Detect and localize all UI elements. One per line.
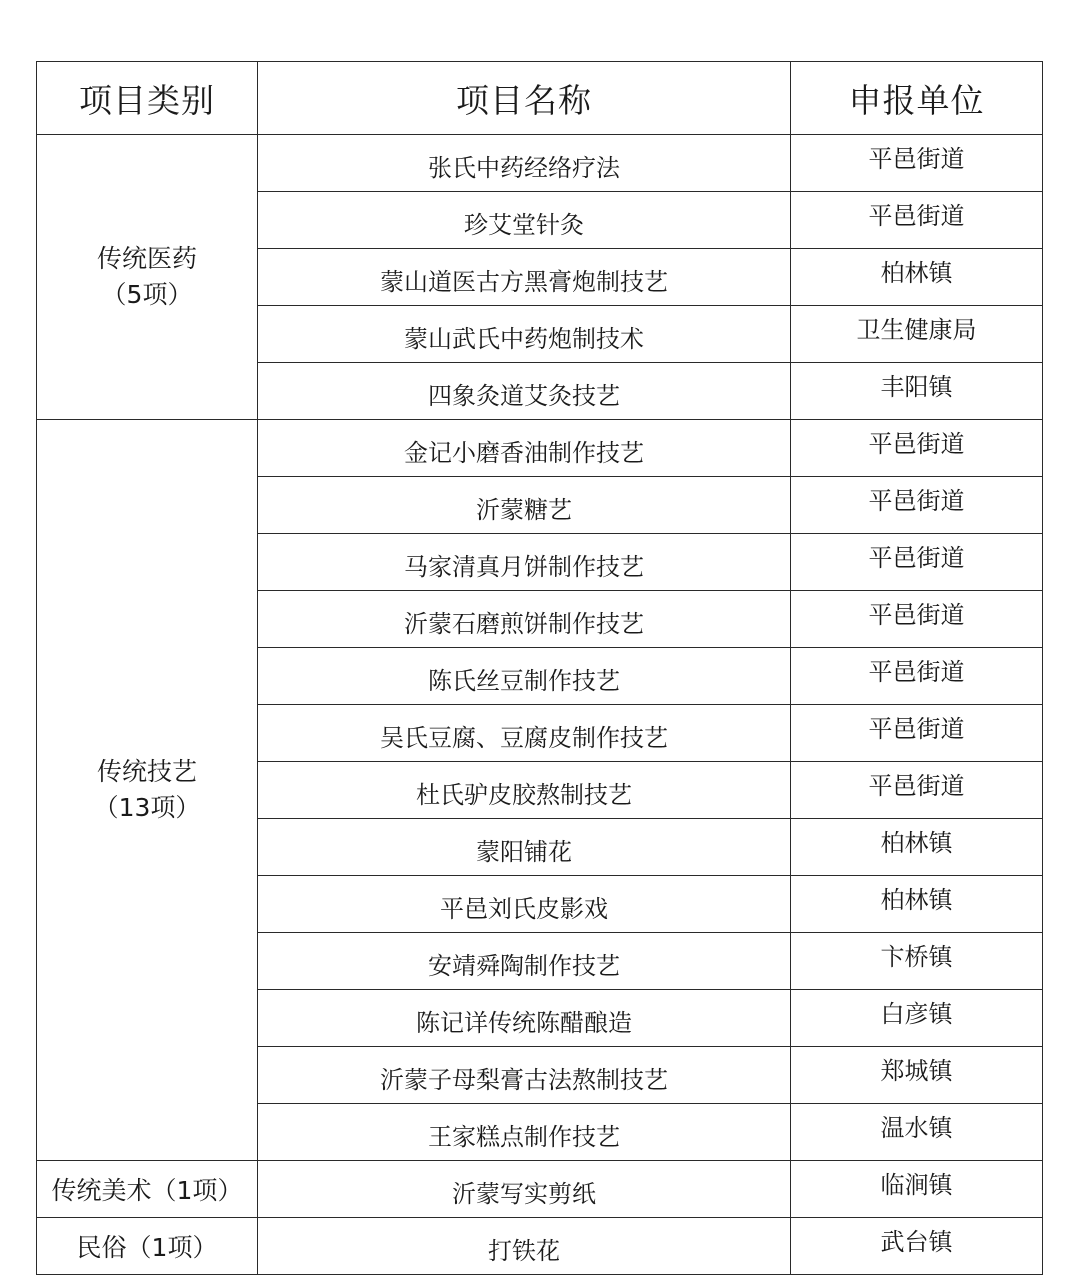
table-row	[37, 1218, 1043, 1275]
category-cell	[37, 135, 258, 420]
applicant-unit-cell: 温水镇	[791, 1104, 1043, 1161]
table-row	[37, 1161, 1043, 1218]
applicant-unit-cell: 平邑街道	[791, 477, 1043, 534]
project-name-cell: 蒙山武氏中药炮制技术	[258, 306, 791, 363]
project-name-cell: 沂蒙写实剪纸	[258, 1161, 791, 1218]
applicant-unit-cell: 卫生健康局	[791, 306, 1043, 363]
project-name-cell: 吴氏豆腐、豆腐皮制作技艺	[258, 705, 791, 762]
category-cell	[37, 420, 258, 1161]
applicant-unit-cell: 平邑街道	[791, 591, 1043, 648]
category-cell: 传统美术（1项）	[37, 1161, 258, 1218]
category-label: 传统医药	[96, 244, 197, 273]
table-body	[37, 135, 1043, 1275]
project-name-cell: 沂蒙石磨煎饼制作技艺	[258, 591, 791, 648]
project-name-cell: 蒙山道医古方黑膏炮制技艺	[258, 249, 791, 306]
applicant-unit-cell: 平邑街道	[791, 705, 1043, 762]
table-header-row	[37, 62, 1043, 135]
project-name-cell: 安靖舜陶制作技艺	[258, 933, 791, 990]
project-name-cell: 陈氏丝豆制作技艺	[258, 648, 791, 705]
applicant-unit-cell: 平邑街道	[791, 534, 1043, 591]
applicant-unit-cell: 柏林镇	[791, 249, 1043, 306]
project-name-cell: 四象灸道艾灸技艺	[258, 363, 791, 420]
category-count: （13项）	[93, 793, 201, 822]
project-name-cell: 陈记详传统陈醋酿造	[258, 990, 791, 1047]
applicant-unit-cell: 白彦镇	[791, 990, 1043, 1047]
header-category: 项目类别	[37, 62, 258, 135]
project-name-cell: 打铁花	[258, 1218, 791, 1275]
project-name-cell: 沂蒙糖艺	[258, 477, 791, 534]
project-name-cell: 金记小磨香油制作技艺	[258, 420, 791, 477]
header-project-name: 项目名称	[258, 62, 791, 135]
table-row	[37, 420, 1043, 477]
project-name-cell: 平邑刘氏皮影戏	[258, 876, 791, 933]
project-name-cell: 蒙阳铺花	[258, 819, 791, 876]
category-cell: 民俗（1项）	[37, 1218, 258, 1275]
applicant-unit-cell: 郑城镇	[791, 1047, 1043, 1104]
project-name-cell: 张氏中药经络疗法	[258, 135, 791, 192]
applicant-unit-cell: 柏林镇	[791, 876, 1043, 933]
project-name-cell: 王家糕点制作技艺	[258, 1104, 791, 1161]
category-label: 传统技艺	[96, 757, 197, 786]
applicant-unit-cell: 卞桥镇	[791, 933, 1043, 990]
applicant-unit-cell: 平邑街道	[791, 420, 1043, 477]
applicant-unit-cell: 平邑街道	[791, 648, 1043, 705]
header-applicant-unit: 申报单位	[791, 62, 1043, 135]
applicant-unit-cell: 平邑街道	[791, 762, 1043, 819]
project-name-cell: 马家清真月饼制作技艺	[258, 534, 791, 591]
applicant-unit-cell: 临涧镇	[791, 1161, 1043, 1218]
category-count: （5项）	[101, 280, 193, 309]
table-row	[37, 135, 1043, 192]
applicant-unit-cell: 丰阳镇	[791, 363, 1043, 420]
applicant-unit-cell: 武台镇	[791, 1218, 1043, 1275]
heritage-project-table	[36, 61, 1043, 1275]
project-name-cell: 杜氏驴皮胶熬制技艺	[258, 762, 791, 819]
project-name-cell: 沂蒙子母梨膏古法熬制技艺	[258, 1047, 791, 1104]
applicant-unit-cell: 平邑街道	[791, 192, 1043, 249]
project-name-cell: 珍艾堂针灸	[258, 192, 791, 249]
applicant-unit-cell: 平邑街道	[791, 135, 1043, 192]
applicant-unit-cell: 柏林镇	[791, 819, 1043, 876]
